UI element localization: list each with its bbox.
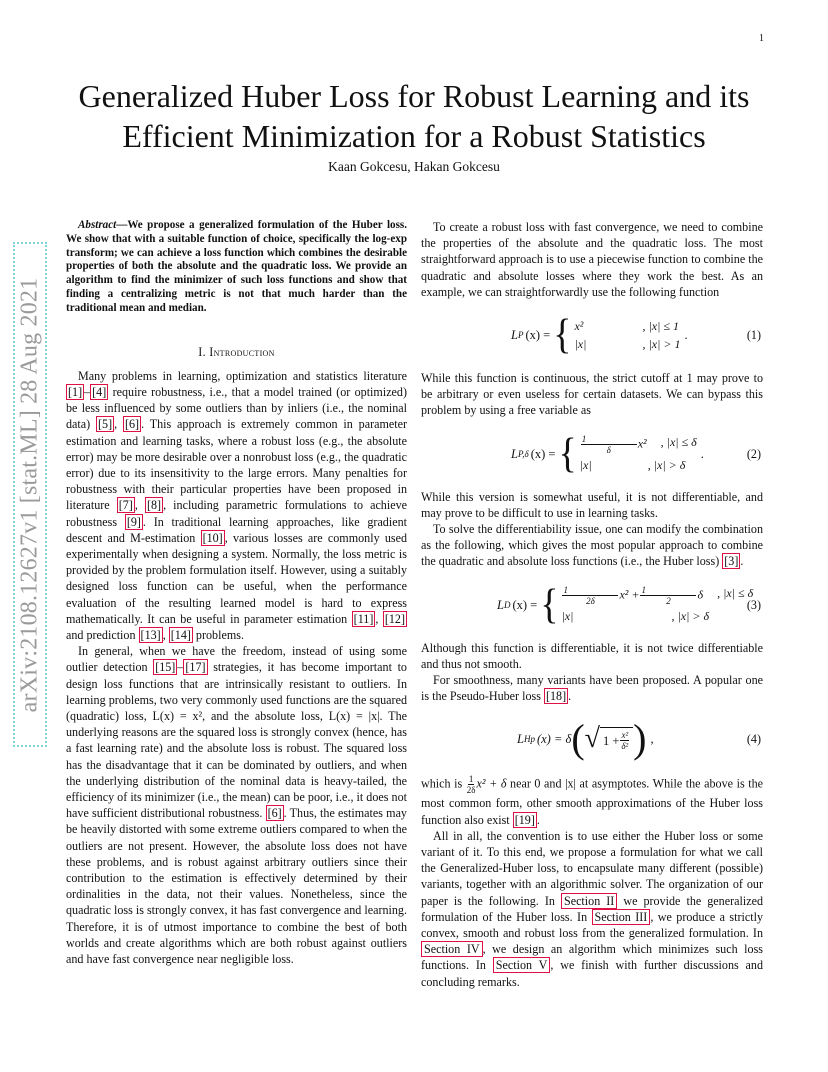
body-paragraph: Although this function is differentiable, it is not twice differentiable and thus not smooth. (421, 640, 763, 671)
text-run: problems. (192, 628, 244, 643)
eq-punct: , (650, 732, 654, 747)
equation-number: (3) (746, 597, 761, 612)
eq-subscript: D (503, 599, 511, 610)
citation-link[interactable]: [5] (98, 417, 113, 432)
text-run: , various losses are commonly used experimentally when designing a system. Normally, the loss metric is provided by the problem formulation itself. However, using a suitably designed loss function can be useful, when the performance evaluation of the resulting learned model is hard to express mathematically. It can be useful in parameter estimation (66, 530, 408, 626)
numerator: 1 (581, 434, 637, 445)
citation-link[interactable]: [1] (68, 384, 83, 399)
citation-link[interactable]: [8] (146, 498, 162, 513)
intro-paragraph-2 (66, 643, 407, 967)
section-3-link[interactable]: Section III (592, 909, 651, 925)
fraction (562, 585, 618, 606)
citation-link[interactable]: [13] (140, 628, 161, 643)
arxiv-id: arXiv:2108.12627v1 [stat.ML] 28 Aug 2021 (16, 277, 43, 712)
text-run: we provide the generalized formulation of the Huber loss. In (421, 893, 763, 924)
eq-args: (x) = (525, 327, 551, 342)
eq-condition: , |x| > δ (647, 458, 686, 473)
text-run: . In traditional learning approaches, like gradient descent and M-estimation (66, 514, 407, 545)
text-run: . (568, 689, 572, 704)
eq-condition: , |x| > δ (671, 609, 710, 624)
text-run: Many problems in learning, optimization and statistics literature (78, 368, 407, 383)
denominator: δ (606, 445, 611, 456)
body-paragraph (421, 774, 763, 827)
radical-glyph: √ (584, 723, 601, 755)
text-run: All in all, the convention is to use either the Huber loss or some variant of it. To this end, we propose a formulation for what we call the Generalized-Huber loss, to encapsulate many different (possible) variants, together with an algorithmic solver. The organization of our paper is the following. In (421, 828, 763, 908)
paren-glyph: ) (633, 716, 647, 762)
text-run: . (740, 554, 744, 569)
citation-link[interactable]: [3] (724, 554, 739, 569)
text-run: and prediction (66, 628, 139, 643)
abstract (66, 219, 407, 316)
eq-term: x² + (619, 587, 640, 602)
section-5-link[interactable]: Section V (493, 957, 551, 973)
left-column (66, 219, 407, 967)
eq-term: δ (697, 587, 704, 602)
citation-link[interactable]: [17] (185, 660, 206, 675)
citation-link[interactable]: [15] (155, 660, 176, 675)
denominator: 2 (666, 596, 671, 607)
eq-subscript: Hp (523, 734, 535, 745)
eq-punct: . (684, 327, 688, 342)
numerator: 1 (562, 585, 618, 596)
brace-glyph: { (558, 430, 577, 477)
eq-args: (x) = (530, 446, 556, 461)
citation-link[interactable]: [19] (514, 812, 535, 827)
denominator: δ² (621, 741, 629, 752)
page-number: 1 (759, 33, 764, 44)
citation-link[interactable]: [11] (353, 611, 374, 626)
text-run: near 0 and |x| at asymptotes. While the above is the most common form, other smooth approximations of the Huber loss function also exist (421, 776, 763, 827)
eq-case: x² (574, 318, 584, 333)
text-run: , we finish with further discussions and concluding remarks. (421, 958, 763, 989)
text-run: which is (421, 776, 466, 791)
equation-2 (421, 427, 763, 481)
paren-glyph: ( (571, 716, 585, 762)
fraction (640, 585, 696, 606)
eq-args: (x) = (512, 597, 538, 612)
eq-punct: . (700, 446, 704, 461)
text-run: , (114, 417, 123, 432)
citation-link[interactable]: [14] (170, 628, 191, 643)
citation-link[interactable]: [4] (92, 384, 107, 399)
citation-link[interactable]: [7] (118, 498, 133, 513)
eq-condition: , |x| ≤ 1 (642, 318, 679, 333)
text-run: In general, when we have the freedom, instead of using some outlier detection (66, 644, 407, 675)
text-run: – (177, 660, 184, 675)
eq-lhs: L (511, 327, 518, 342)
inline-math: x² + δ (476, 776, 507, 791)
arxiv-stamp[interactable] (13, 242, 47, 747)
body-paragraph: While this function is continuous, the strict cutoff at 1 may prove to be arbitrary or even useless for certain datasets. We can bypass this problem by using a free variable as (421, 371, 763, 418)
equation-3 (421, 578, 763, 632)
citation-link[interactable]: [18] (545, 689, 567, 704)
citation-link[interactable]: [12] (384, 611, 406, 626)
text-run: To solve the differentiability issue, one can modify the combination as the following, which gives the most popular approach to combine the quadratic and absolute loss functions (i.e., the Huber loss) (421, 522, 763, 569)
eq-args: (x) = δ (536, 732, 572, 747)
eq-subscript: P (517, 329, 524, 340)
body-paragraph: While this version is somewhat useful, it is not differentiable, and may prove to be difficult to use in learning tasks. (421, 489, 763, 520)
eq-lhs: L (511, 446, 518, 461)
numerator: x² (621, 730, 629, 741)
citation-link[interactable]: [9] (126, 514, 141, 529)
paper-title: Generalized Huber Loss for Robust Learning and its Efficient Minimization for a Robust Statistics (78, 78, 750, 154)
eq-condition: , |x| ≤ δ (660, 435, 697, 450)
body-paragraph (421, 828, 763, 990)
brace-glyph: { (540, 581, 559, 628)
text-run: , (375, 611, 383, 626)
eq-case: |x| (579, 458, 592, 473)
equation-4 (421, 712, 763, 766)
text-run: strategies, it has become important to design loss functions that are intrinsically resistant to outliers. In learning problems, two very commonly used functions are the squared (quadratic) loss, L(x) = x², and the absolute loss, L(x) = |x|. The underlying reasons are the squared loss is strongly convex (hence, has a fast learning rate) and the absolute loss is robust. The squared loss has the disadvantage that it can be dominated by outliers, and when the underlying distribution of the nominal data is heavy-tailed, the efficiency of its minimizer (i.e., the mean) can be poor, i.e., it does not have sufficient distributional robustness. (66, 660, 407, 821)
eq-cases (561, 585, 753, 624)
fraction (620, 730, 629, 751)
body-paragraph: To create a robust loss with fast convergence, we need to combine the properties of the absolute and the quadratic loss. The most straightforward approach is to use a piecewise function to combine the quadratic and absolute losses where they work the best. As an example, we can straightforwardly use the following function (421, 220, 763, 299)
abstract-label: Abstract (78, 219, 117, 231)
text-run: require robustness, i.e., that a model trained (or optimized) be less influenced by some outliers than by inliers (i.e., the nominal data) (66, 384, 407, 432)
paper-authors: Kaan Gokcesu, Hakan Gokcesu (328, 159, 500, 174)
text-run: – (84, 384, 91, 399)
eq-lhs: L (517, 732, 524, 747)
eq-term: 1 + (603, 733, 620, 748)
text-run: , (162, 628, 169, 643)
body-paragraph (421, 672, 763, 704)
denominator: 2δ (586, 596, 595, 607)
section-4-link[interactable]: Section IV (421, 941, 483, 957)
equation-number: (4) (746, 732, 761, 747)
text-run: For smoothness, many variants have been proposed. A popular one is the Pseudo-Huber loss (421, 673, 763, 704)
eq-cases (580, 434, 697, 473)
text-run: , we produce a strictly convex, smooth and robust loss from the generalized formulation. In (421, 909, 763, 941)
text-run: , including parametric formulations to achieve robustness (66, 498, 407, 529)
equation-1 (421, 308, 763, 362)
citation-link[interactable]: [10] (202, 530, 223, 545)
text-run: . This approach is extremely common in parameter estimation and learning tasks, where a robust loss (e.g., the absolute error) may be more desirable over a nonrobust loss (e.g., the quadratic error) due to its insensitivity to the large errors. Many penalties for robustness with their particular properties have been proposed in literature (66, 417, 407, 513)
text-run: . (536, 812, 540, 827)
sqrt-expression (571, 716, 647, 762)
text-run: , (134, 498, 145, 513)
intro-paragraph-1 (66, 368, 407, 643)
fraction (581, 434, 637, 455)
abstract-text: —We propose a generalized formulation of the Huber loss. We show that with a suitable function of choice, specifically the log-exp transform; we can achieve a loss function which combines the desirable properties of both the absolute and the quadratic loss. We provide an algorithm to find the minimizer of such loss functions and show that finding a centralizing metric is not that much harder than the traditional mean and median. (66, 219, 407, 314)
section-heading (66, 344, 407, 360)
right-column (421, 219, 763, 990)
eq-case: |x| (574, 337, 587, 352)
citation-link[interactable]: [6] (267, 806, 282, 821)
citation-link[interactable]: [6] (124, 417, 140, 432)
section-title: Introduction (209, 344, 275, 359)
body-paragraph (421, 521, 763, 570)
section-2-link[interactable]: Section II (561, 893, 617, 909)
eq-cases (574, 318, 680, 352)
text-run: . Thus, the estimates may be heavily distorted with some extreme outliers compared to when the outliers are not present. However, the absolute loss does not have these problems, and is robust against arbitrary outliers since their contribution to the estimation is effectively determined by their ordinalities in the data, not their values. Nonetheless, since the quadratic loss is strongly convex, it has fast convergence and learning. Therefore, it is of utmost importance to combine the best of both worlds and create algorithms which are both robust against outliers and have fast convergence near negligible loss. (66, 806, 407, 967)
denominator: 2δ (466, 785, 476, 796)
brace-glyph: { (553, 311, 572, 359)
eq-subscript: P,δ (517, 448, 529, 459)
eq-condition: , |x| ≤ δ (717, 586, 754, 601)
section-number: I. (198, 344, 210, 359)
eq-condition: , |x| > 1 (642, 337, 681, 352)
eq-lhs: L (497, 597, 504, 612)
equation-number: (1) (746, 327, 761, 342)
numerator: 1 (640, 585, 696, 596)
eq-case: |x| (561, 609, 574, 624)
equation-number: (2) (746, 446, 761, 461)
numerator: 1 (468, 774, 474, 785)
eq-case: x² (637, 436, 647, 451)
text-run: , we design an algorithm which minimizes such loss functions. In (421, 942, 763, 973)
fraction (467, 774, 476, 795)
